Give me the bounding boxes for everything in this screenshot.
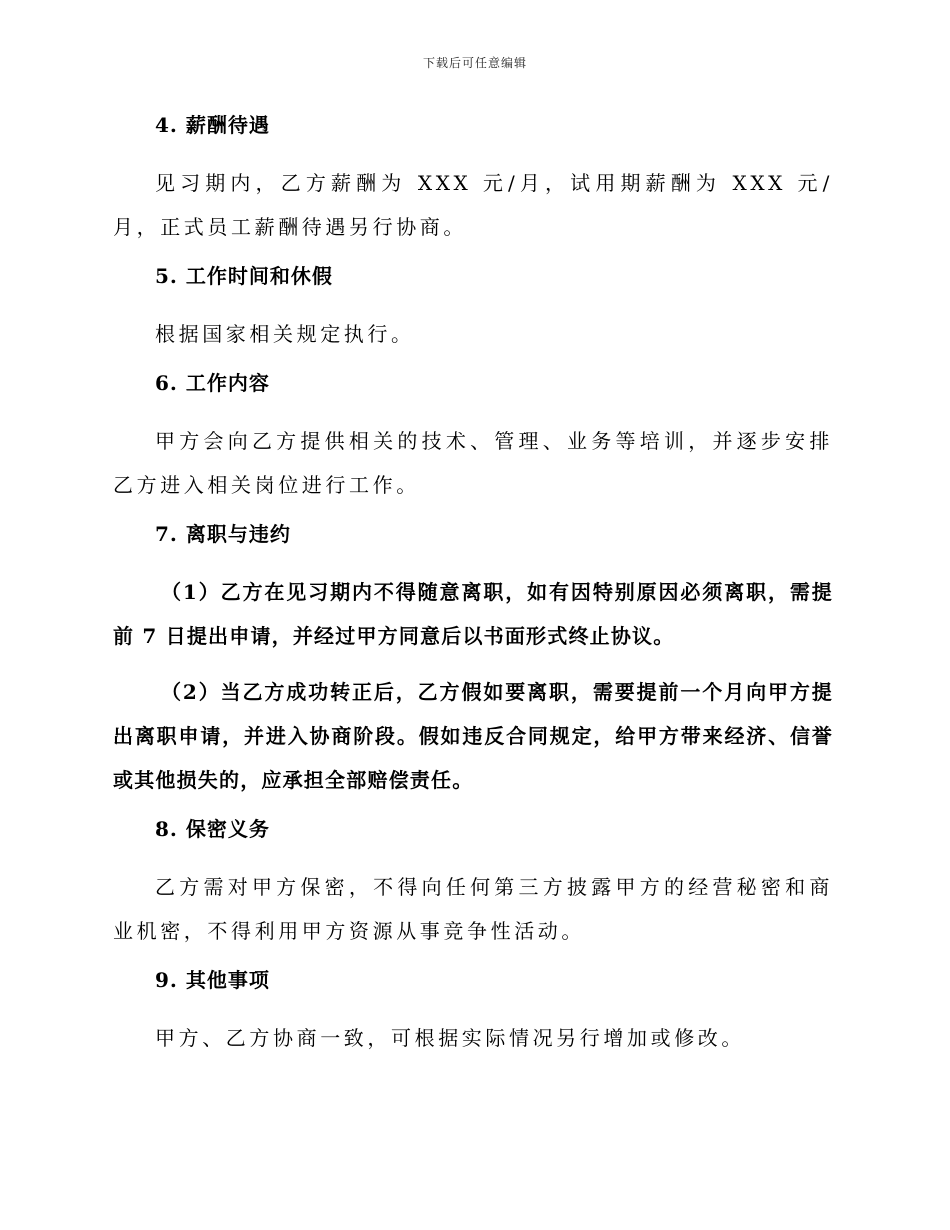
page-header-note: 下载后可任意编辑 bbox=[422, 56, 527, 70]
paragraph-other-matters: 甲方、乙方协商一致，可根据实际情况另行增加或修改。 bbox=[155, 1026, 745, 1050]
section-heading-work-content: 6. 工作内容 bbox=[155, 371, 270, 395]
section-heading-work-hours: 5. 工作时间和休假 bbox=[155, 264, 333, 288]
section-heading-resignation: 7. 离职与违约 bbox=[155, 522, 291, 546]
paragraph-resignation-1: （1）乙方在见习期内不得随意离职，如有因特别原因必须离职，需提前 7 日提出申请，并经过甲方同意后以书面形式终止协议。 bbox=[113, 580, 833, 648]
paragraph-work-hours: 根据国家相关规定执行。 bbox=[155, 322, 415, 346]
document-body bbox=[113, 110, 833, 1072]
section-heading-confidentiality: 8. 保密义务 bbox=[155, 817, 270, 841]
section-heading-salary: 4. 薪酬待遇 bbox=[155, 113, 270, 137]
section-heading-other-matters: 9. 其他事项 bbox=[155, 968, 270, 992]
paragraph-work-content: 甲方会向乙方提供相关的技术、管理、业务等培训，并逐步安排乙方进入相关岗位进行工作。 bbox=[113, 429, 833, 497]
paragraph-resignation-2: （2）当乙方成功转正后，乙方假如要离职，需要提前一个月向甲方提出离职申请，并进入协商阶段。假如违反合同规定，给甲方带来经济、信誉或其他损失的，应承担全部赔偿责任。 bbox=[113, 680, 833, 792]
paragraph-salary: 见习期内，乙方薪酬为 XXX 元/月，试用期薪酬为 XXX 元/月，正式员工薪酬待遇另行协商。 bbox=[113, 171, 833, 239]
paragraph-confidentiality: 乙方需对甲方保密，不得向任何第三方披露甲方的经营秘密和商业机密，不得利用甲方资源从事竞争性活动。 bbox=[113, 875, 833, 943]
